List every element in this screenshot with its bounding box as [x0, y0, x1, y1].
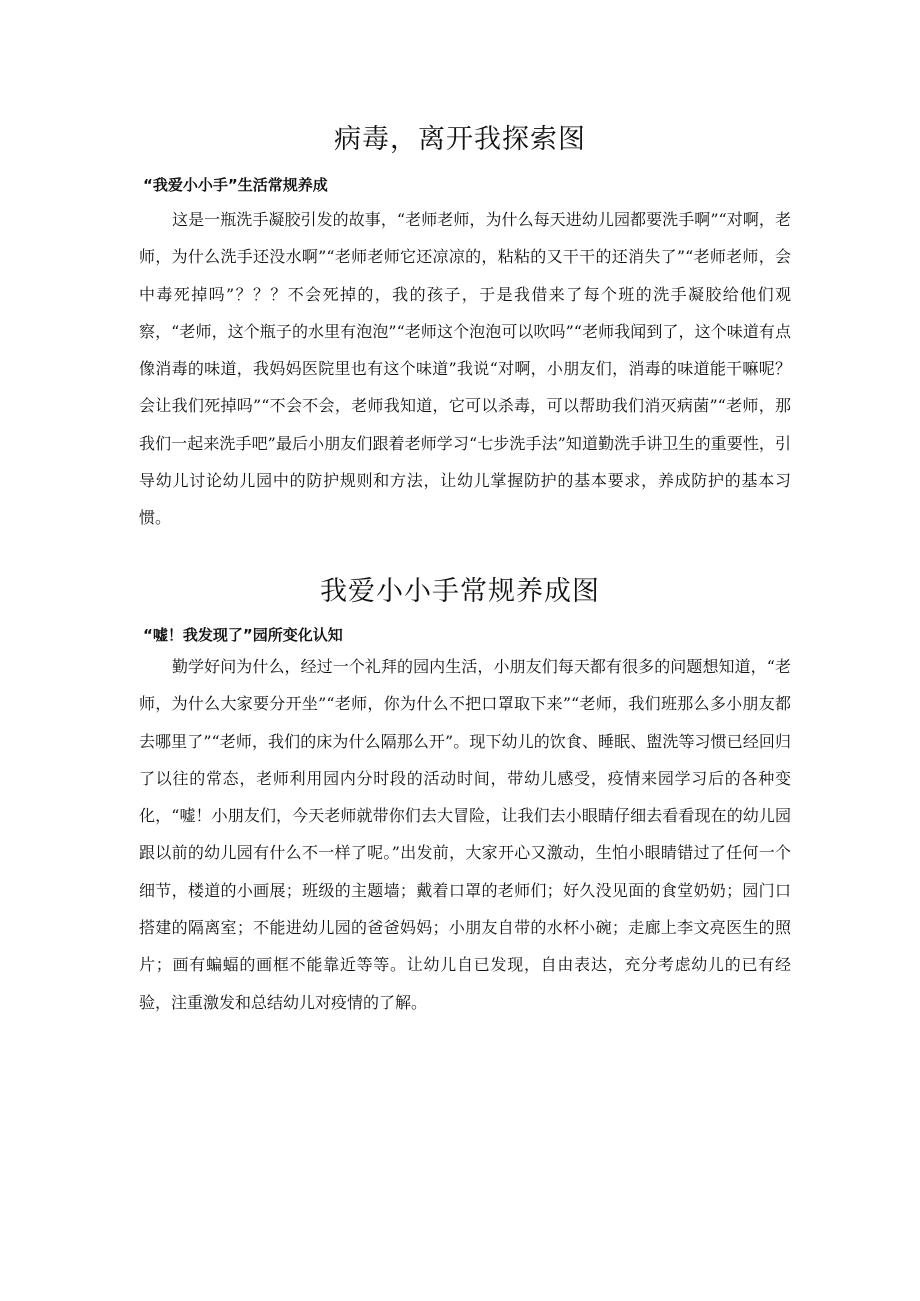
section-paragraph: 勤学好问为什么，经过一个礼拜的园内生活，小朋友们每天都有很多的问题想知道，“老师，为什么大家要分开坐”“老师，你为什么不把口罩取下来”“老师，我们班那么多小朋友都去哪里了”“老师，我们的床为什么隔那么开”。现下幼儿的饮食、睡眠、盥洗等习惯已经回归了以往的常态，老师利用园内分时段的活动时间，带幼儿感受，疫情来园学习后的各种变化，“嘘！小朋友们，今天老师就带你们去大冒险，让我们去小眼睛仔细去看看现在的幼儿园跟以前的幼儿园有什么不一样了呢。”出发前，大家开心又激动，生怕小眼睛错过了任何一个细节，楼道的小画展；班级的主题墙；戴着口罩的老师们；好久没见面的食堂奶奶；园门口搭建的隔离室；不能进幼儿园的爸爸妈妈；小朋友自带的水杯小碗；走廊上李文亮医生的照片；画有蝙蝠的画框不能靠近等等。让幼儿自已发现，自由表达，充分考虑幼儿的已有经验，注重激发和总结幼儿对疫情的了解。 [139, 657, 791, 1012]
section-subheading: “嘘！我发现了”园所变化认知 [143, 626, 343, 644]
section-paragraph: 这是一瓶洗手凝胶引发的故事，“老师老师，为什么每天进幼儿园都要洗手啊”“对啊，老师，为什么洗手还没水啊”“老师老师它还凉凉的，粘粘的又干干的还消失了”“老师老师，会中毒死掉吗”？？？不会死掉的，我的孩子，于是我借来了每个班的洗手凝胶给他们观察，“老师，这个瓶子的水里有泡泡”“老师这个泡泡可以吹吗”“老师我闻到了，这个味道有点像消毒的味道，我妈妈医院里也有这个味道”我说“对啊，小朋友们，消毒的味道能干嘛呢？会让我们死掉吗”“不会不会，老师我知道，它可以杀毒，可以帮助我们消灭病菌”“老师，那我们一起来洗手吧”最后小朋友们跟着老师学习“七步洗手法”知道勤洗手讲卫生的重要性，引导幼儿讨论幼儿园中的防护规则和方法，让幼儿掌握防护的基本要求，养成防护的基本习惯。 [139, 210, 791, 528]
section-title: 病毒，离开我探索图 [334, 124, 586, 155]
section-title: 我爱小小手常规养成图 [320, 576, 600, 607]
section-subheading: “我爱小小手”生活常规养成 [143, 176, 328, 194]
